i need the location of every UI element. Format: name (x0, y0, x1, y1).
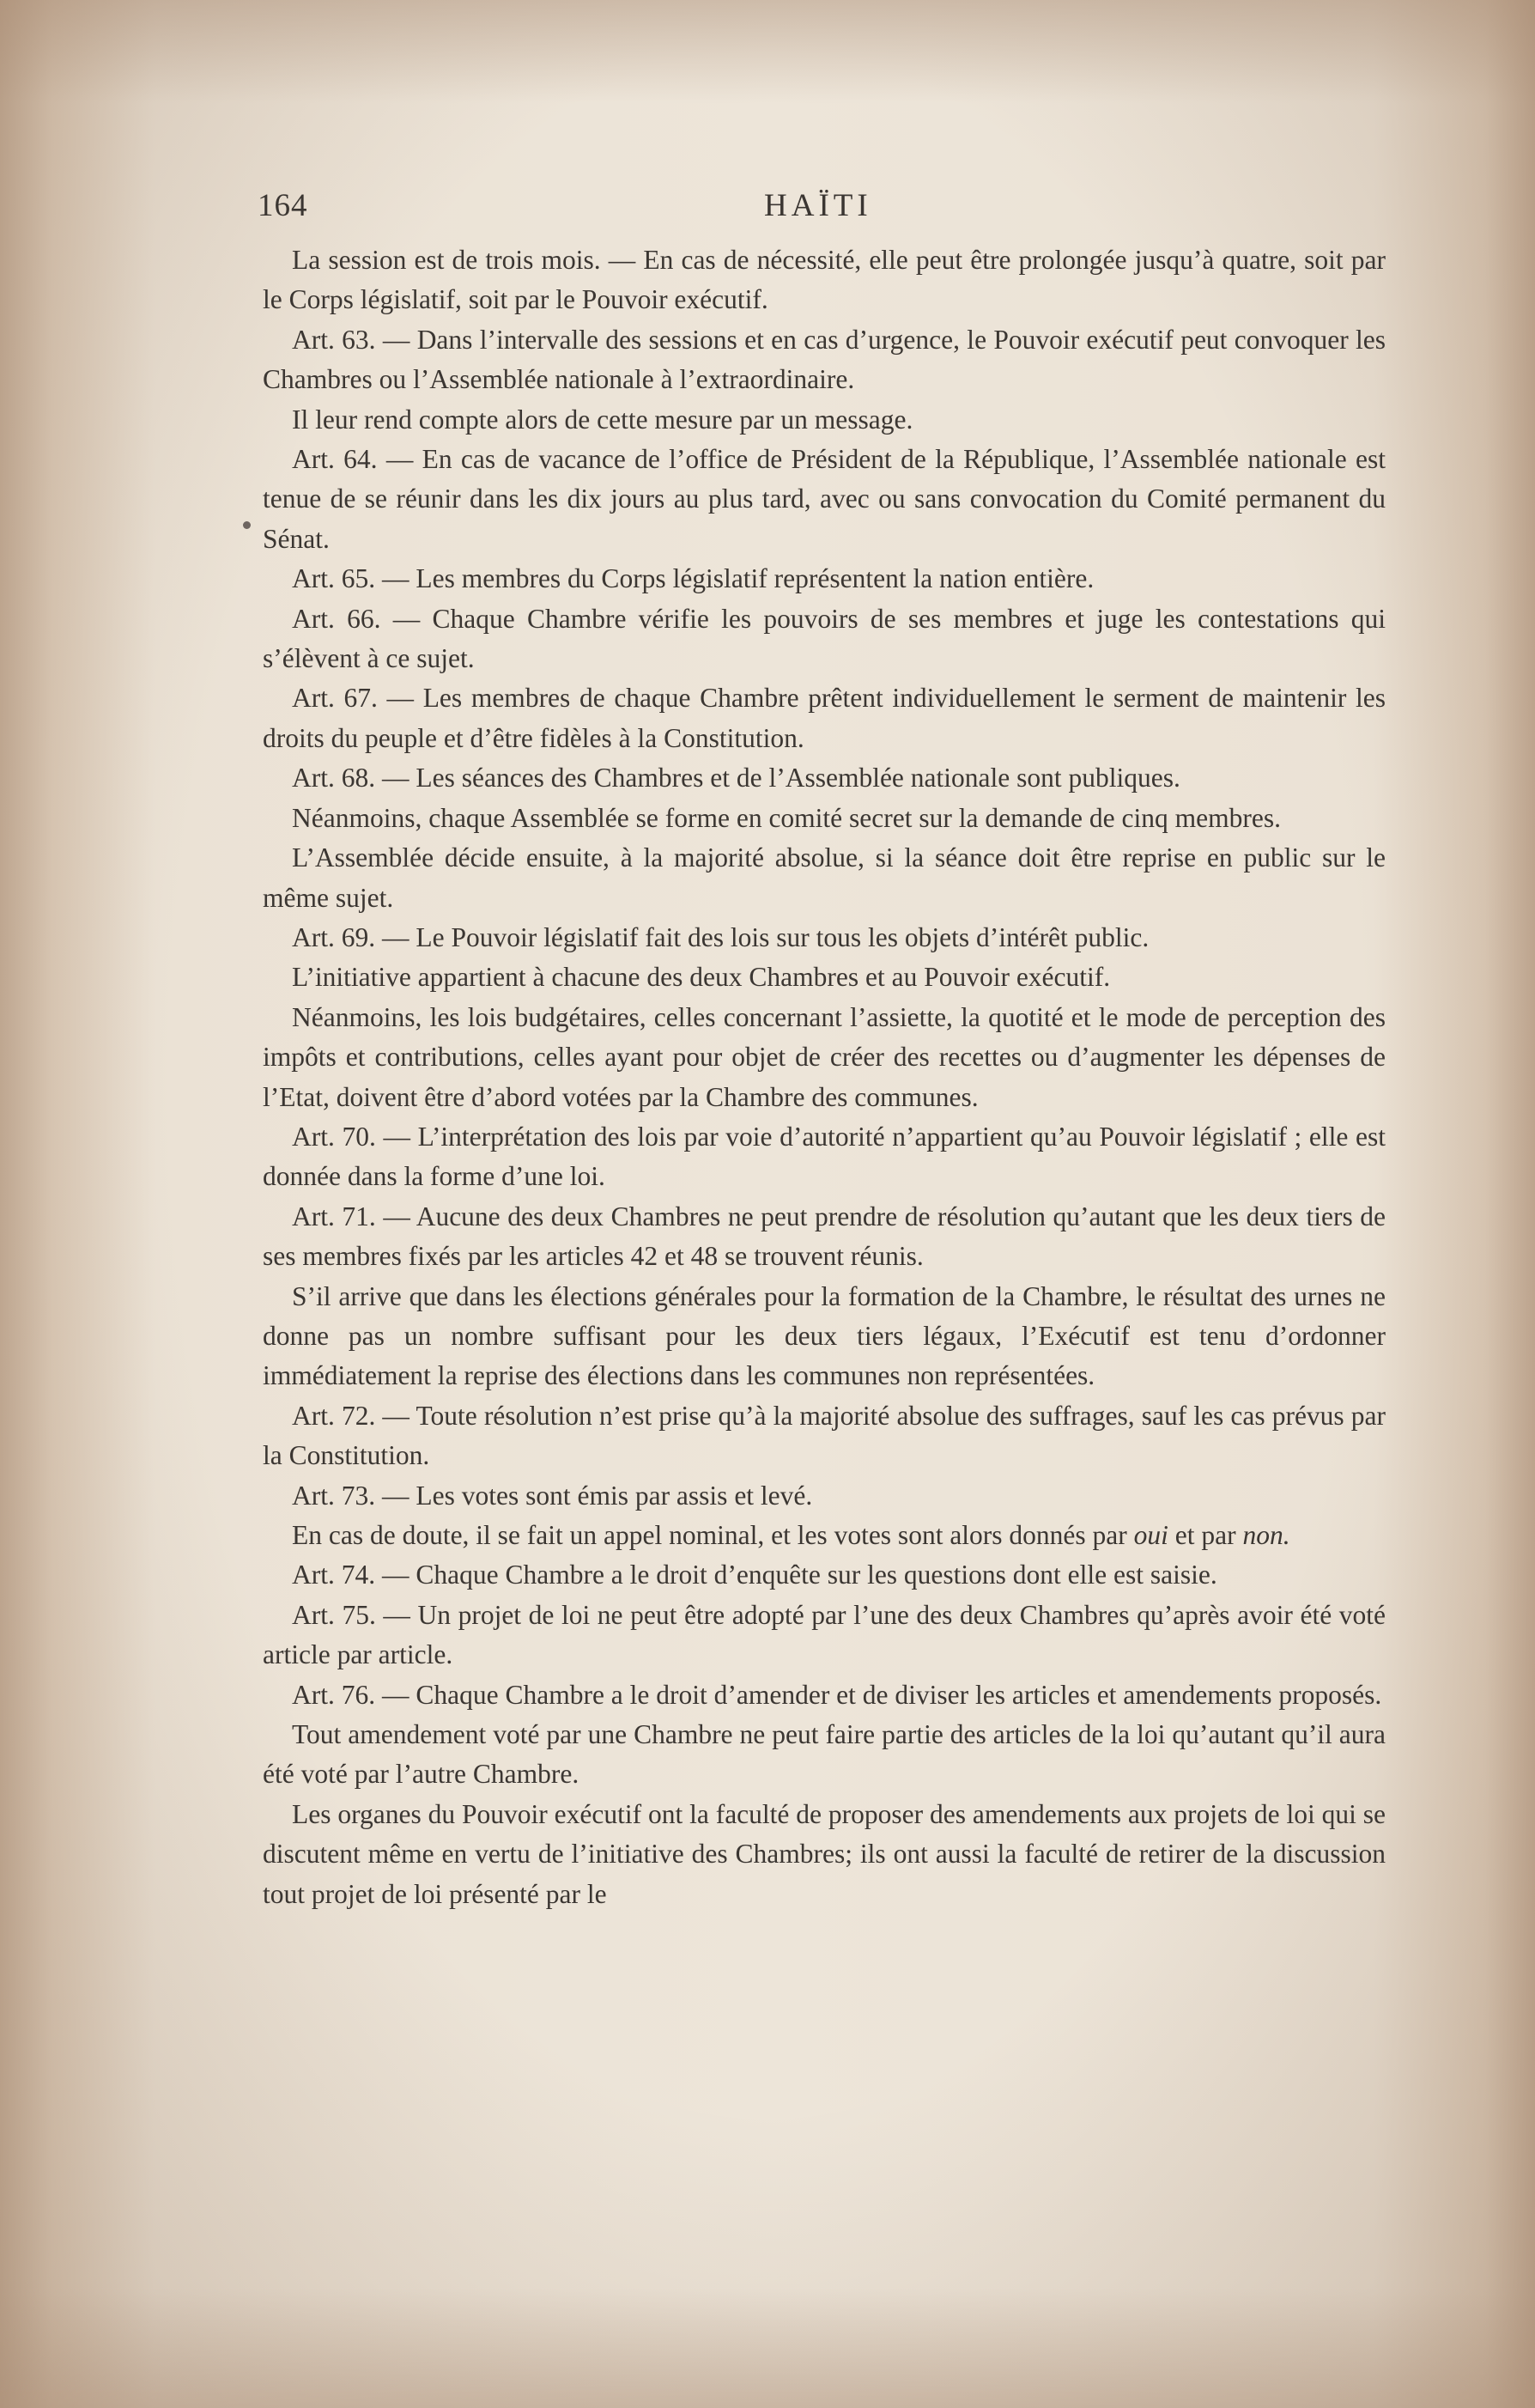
ink-speck (243, 521, 251, 529)
paragraph: S’il arrive que dans les élections générales pour la formation de la Chambre, le résultat des urnes ne donne pas un nombre suffisant pour les deux tiers légaux, l’Exécutif est tenu d’ordonner immédiatement la reprise des élections dans les communes non représentées. (263, 1280, 1386, 1391)
body-text (263, 240, 1386, 1914)
article-67: Art. 67. — Les membres de chaque Chambre prêtent individuellement le serment de maintenir les droits du peuple et d’être fidèles à la Constitution. (263, 683, 1386, 753)
article-64: Art. 64. — En cas de vacance de l’office de Président de la République, l’Assemblée nationale est tenue de se réunir dans les dix jours au plus tard, avec ou sans convocation du Comité permanent du Sénat. (263, 444, 1386, 554)
article-63: Art. 63. — Dans l’intervalle des sessions et en cas d’urgence, le Pouvoir exécutif peut convoquer les Chambres ou l’Assemblée nationale à l’extraordinaire. (263, 324, 1386, 395)
article-69: Art. 69. — Le Pouvoir législatif fait des lois sur tous les objets d’intérêt public. (292, 921, 1150, 952)
article-76: Art. 76. — Chaque Chambre a le droit d’amender et de diviser les articles et amendements proposés. (292, 1679, 1382, 1710)
paragraph: Les organes du Pouvoir exécutif ont la faculté de proposer des amendements aux projets de loi qui se discutent même en vertu de l’initiative des Chambres; ils ont aussi la faculté de retirer de la discussion tout projet de loi présenté par le (263, 1798, 1386, 1909)
vote-oui: oui (1133, 1520, 1168, 1550)
article-71: Art. 71. — Aucune des deux Chambres ne peut prendre de résolution qu’autant que les deux tiers de ses membres fixés par les articles 42 et 48 se trouvent réunis. (263, 1201, 1386, 1272)
page-shadow-top (0, 0, 1535, 103)
paragraph: Il leur rend compte alors de cette mesure par un message. (292, 404, 913, 435)
page-shadow-bottom (0, 2288, 1535, 2408)
article-68: Art. 68. — Les séances des Chambres et de l’Assemblée nationale sont publiques. (292, 763, 1180, 794)
article-66: Art. 66. — Chaque Chambre vérifie les pouvoirs de ses membres et juge les contestations qui s’élèvent à ce sujet. (263, 603, 1386, 674)
paragraph: Tout amendement voté par une Chambre ne peut faire partie des articles de la loi qu’autant qu’il aura été voté par l’autre Chambre. (263, 1719, 1386, 1790)
vote-text-a: En cas de doute, il se fait un appel nominal, et les votes sont alors donnés par (292, 1520, 1127, 1550)
page-number: 164 (258, 188, 308, 223)
paragraph: L’initiative appartient à chacune des deux Chambres et au Pouvoir exécutif. (292, 962, 1111, 993)
vote-non: non. (1242, 1520, 1290, 1550)
paragraph: Néanmoins, les lois budgétaires, celles concernant l’assiette, la quotité et le mode de perception des impôts et contributions, celles ayant pour objet de créer des recettes ou d’augmenter les dépenses de l’Etat, doivent être d’abord votées par la Chambre des communes. (263, 1001, 1386, 1112)
article-65: Art. 65. — Les membres du Corps législatif représentent la nation entière. (292, 563, 1095, 594)
article-70: Art. 70. — L’interprétation des lois par voie d’autorité n’appartient qu’au Pouvoir législatif ; elle est donnée dans la forme d’une loi. (263, 1121, 1386, 1192)
paragraph: Néanmoins, chaque Assemblée se forme en comité secret sur la demande de cinq membres. (292, 802, 1281, 833)
paragraph: La session est de trois mois. — En cas de nécessité, elle peut être prolongée jusqu’à quatre, soit par le Corps législatif, soit par le Pouvoir exécutif. (263, 245, 1386, 315)
running-title: HAÏTI (764, 188, 872, 223)
article-73: Art. 73. — Les votes sont émis par assis et levé. (292, 1480, 813, 1511)
paragraph-vote (263, 1516, 1386, 1555)
vote-text-b: et par (1174, 1520, 1236, 1550)
article-75: Art. 75. — Un projet de loi ne peut être adopté par l’une des deux Chambres qu’après avoir été voté article par article. (263, 1599, 1386, 1670)
paragraph: L’Assemblée décide ensuite, à la majorité absolue, si la séance doit être reprise en public sur le même sujet. (263, 842, 1386, 913)
running-header (258, 187, 1391, 230)
article-72: Art. 72. — Toute résolution n’est prise qu’à la majorité absolue des suffrages, sauf les cas prévus par la Constitution. (263, 1400, 1386, 1471)
article-74: Art. 74. — Chaque Chambre a le droit d’enquête sur les questions dont elle est saisie. (292, 1560, 1217, 1590)
